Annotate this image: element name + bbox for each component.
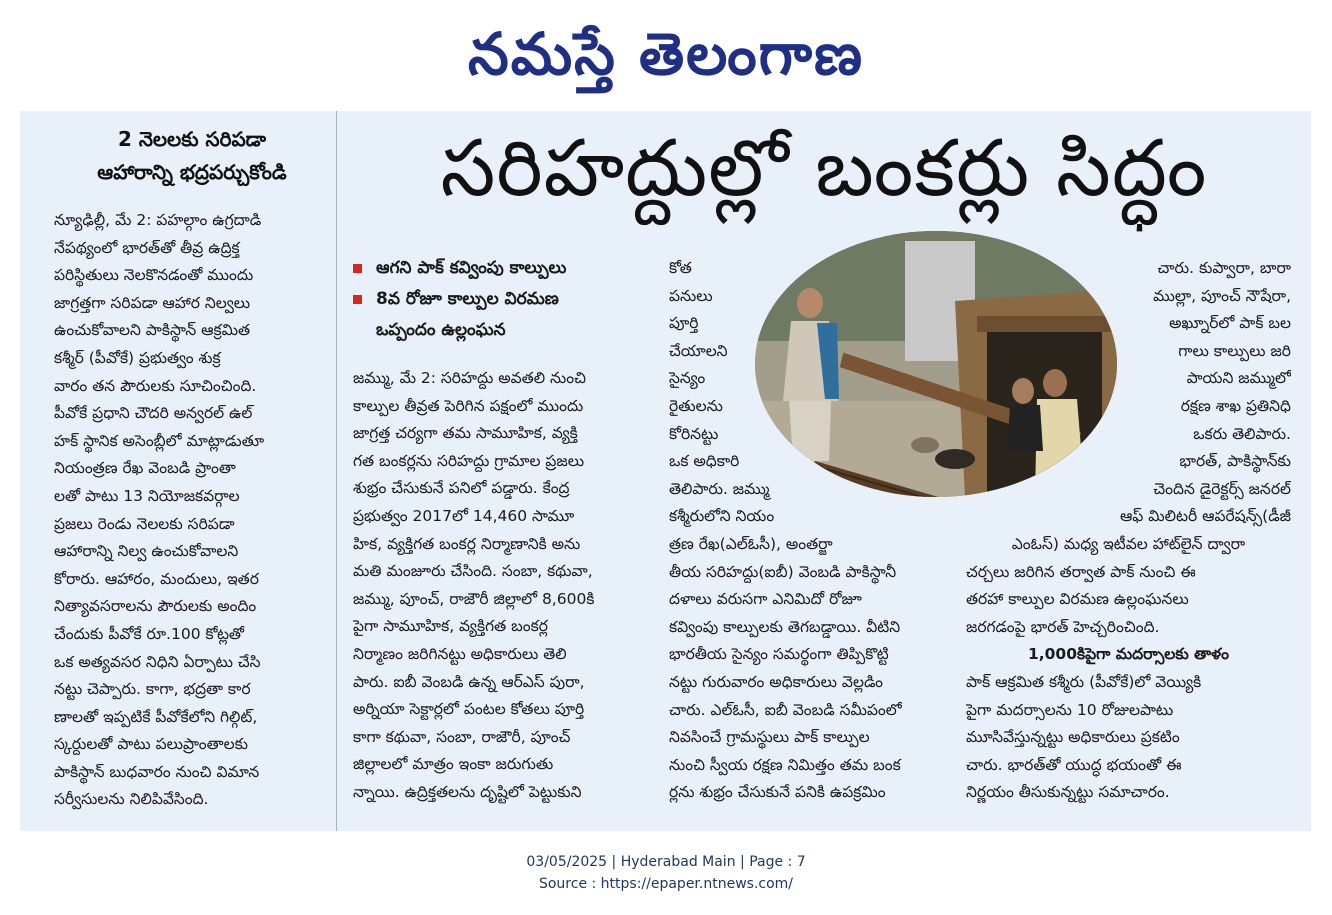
article-line: రైతులను (669, 396, 723, 415)
bullet-square-icon (353, 264, 362, 273)
sidebar-line: పరిస్థితులు నెలకొనడంతో ముందు (54, 266, 254, 285)
sidebar-line: జాగ్రత్తగా సరిపడా ఆహార నిల్వలు (54, 293, 251, 312)
sidebar-line: కశ్మీర్ (పీవోకే) ప్రభుత్వం శుక్ర (54, 348, 221, 367)
sidebar-line: ఒక అత్యవసర నిధిని ఏర్పాటు చేసి (54, 652, 261, 671)
sidebar-headline-line: 2 నెలలకు సరిపడా (117, 127, 267, 151)
article-line: కోరినట్టు (669, 424, 719, 443)
article-line: ఎంఓస్) మధ్య ఇటీవల హాట్‌లైన్ ద్వారా (1011, 534, 1246, 553)
sidebar-line: నిత్యావసరాలను పౌరులకు అందిం (54, 597, 257, 616)
article-line: కాగా కథువా, సంబా, రాజౌరీ, పూంచ్ (353, 727, 571, 746)
article-line: గత బంకర్లను సరిహద్దు గ్రామాల ప్రజలు (353, 451, 585, 470)
article-line: ముల్లా, పూంచ్ నౌషేరా, (1153, 286, 1291, 305)
article-line: సైన్యం (669, 369, 706, 388)
article-line: న్నాయి. ఉద్రిక్తతలను దృష్టిలో పెట్టుకుని (353, 782, 582, 801)
bunker-photo-illustration (755, 231, 1117, 497)
sidebar-line: పీవోకే ప్రధాని చౌదరి అన్వరల్ ఉల్ (54, 404, 253, 423)
article-line: పారు. ఐబీ వెంబడి ఉన్న ఆర్ఎస్ పురా, (353, 672, 585, 691)
article-line: నట్టు గురువారం అధికారులు వెల్లడిం (669, 672, 884, 691)
article-line: అర్నియా సెక్టార్లలో పంటల కోతలు పూర్తి (353, 700, 585, 719)
article-line: పనులు (669, 286, 713, 305)
sidebar-line: ణాలతో ఇప్పటికే పీవోకేలోని గిల్గిట్, (54, 707, 258, 726)
bullet-item (353, 253, 653, 284)
article-line: చారు. భారత్‌తో యుద్ధ భయంతో ఈ (966, 755, 1182, 774)
bullet-text: 8వ రోజూ కాల్పుల విరమణ (376, 289, 559, 309)
article-line: కాల్పుల తీవ్రత పెరిగిన పక్షంలో ముందు (353, 396, 584, 415)
main-headline: సరిహద్దుల్లో బంకర్లు సిద్ధం (440, 123, 1208, 214)
article-line: దళాలు వరుసగా ఎనిమిదో రోజూ (669, 590, 862, 609)
sidebar-line: నట్టు చెప్పారు. కాగా, భద్రతా కార (54, 680, 251, 699)
article-line: పూర్తి (669, 314, 699, 333)
bullet-square-icon (353, 295, 362, 304)
article-line: పైగా మదర్సాలను 10 రోజులపాటు (966, 700, 1174, 719)
article-line: ర్లను శుభ్రం చేసుకునే పనికి ఉపక్రమిం (669, 783, 886, 802)
sidebar-body (54, 207, 334, 814)
article-line: తీయ సరిహద్దు(ఐబీ) వెంబడి పాకిస్థానీ (669, 562, 897, 581)
highlight-bullets (353, 253, 653, 346)
sidebar-line: చేందుకు పీవోకే రూ.100 కోట్లతో (54, 624, 245, 643)
article-line: ప్రభుత్వం 2017లో 14,460 సామూ (353, 506, 575, 525)
article-subheading: 1,000కిపైగా మదర్సాలకు తాళం (1027, 645, 1230, 664)
source-link[interactable]: Source : https://epaper.ntnews.com/ (538, 876, 794, 892)
article-line: మతి మంజూరు చేసింది. సంబా, కథువా, (353, 562, 593, 581)
article-line: ఒక అధికారి (669, 452, 740, 471)
article-line: తెలిపారు. జమ్ము (669, 479, 770, 498)
article-line: చారు. ఎల్ఓసీ, ఐబీ వెంబడి సమీపంలో (669, 700, 902, 719)
bullet-item (353, 284, 653, 315)
article-line: చర్చలు జరిగిన తర్వాత పాక్ నుంచి ఈ (966, 562, 1196, 581)
article-line: కవ్వింపు కాల్పులకు తెగబడ్డాయి. వీటిని (669, 617, 901, 636)
article-line: అఖ్నూర్‌లో పాక్ బల (1169, 314, 1291, 333)
sidebar-line: లతో పాటు 13 నియోజకవర్గాల (54, 486, 240, 505)
sidebar-line: ప్రజలు రెండు నెలలకు సరిపడా (54, 514, 235, 533)
page-footer (0, 851, 1332, 895)
article-line: జిల్లాలలో మాత్రం ఇంకా జరుగుతు (353, 755, 554, 774)
article-line: నిర్మాణం జరిగినట్టు అధికారులు తెలి (353, 644, 567, 663)
article-line: శుభ్రం చేసుకునే పనిలో పడ్డారు. కేంద్ర (353, 479, 570, 498)
article-line: జరగడంపై భారత్ హెచ్చరించింది. (966, 617, 1160, 636)
article-line: త్రణ రేఖ(ఎల్ఓసీ), అంతర్జా (669, 534, 833, 553)
sidebar-line: పాకిస్థాన్ బుధవారం నుంచి విమాన (54, 762, 260, 781)
sidebar-headline (56, 123, 328, 189)
sidebar-line: సర్వీసులను నిలిపివేసింది. (54, 790, 209, 809)
article-line: తరహా కాల్పుల విరమణ ఉల్లంఘనలు (966, 590, 1189, 609)
bullet-text-continued: ఒప్పందం ఉల్లంఘన (376, 320, 506, 340)
sidebar-line: ఆహారాన్ని నిల్వ ఉంచుకోవాలని (54, 542, 239, 561)
article-line: గాలు కాల్పులు జరి (1178, 341, 1291, 360)
article-column-1 (353, 365, 653, 807)
sidebar-line: హక్ స్థానిక అసెంబ్లీలో మాట్లాడుతూ (54, 431, 265, 450)
article-line: మూసివేస్తున్నట్టు అధికారులు ప్రకటిం (966, 728, 1180, 747)
sidebar-line: న్యూఢిల్లీ, మే 2: పహల్గాం ఉగ్రదాడి (54, 211, 262, 229)
article-line: రక్షణ శాఖ ప్రతినిధి (1180, 396, 1291, 415)
sidebar-line: స్కర్దులతో పాటు పలుప్రాంతాలకు (54, 735, 249, 754)
sidebar-line: ఉంచుకోవాలని పాకిస్థాన్ ఆక్రమిత (54, 321, 251, 340)
article-line: ఒకరు తెలిపారు. (1193, 424, 1291, 443)
article-line: కశ్మీరులోని నియం (669, 507, 775, 526)
article-line: పాక్ ఆక్రమిత కశ్మీరు (పీవోకే)లో వెయ్యికి (966, 672, 1202, 691)
article-line: కోత (669, 259, 692, 277)
article-line: చారు. కుప్వారా, బారా (1157, 259, 1291, 277)
sidebar-line: నియంత్రణ రేఖ వెంబడి ప్రాంతా (54, 459, 236, 478)
masthead (0, 0, 1332, 108)
article-line: ఆఫ్ మిలిటరీ ఆపరేషన్స్(డీజీ (1119, 507, 1291, 526)
newspaper-logo: నమస్తే తెలంగాణ (468, 20, 864, 88)
article-line: చెందిన డైరెక్టర్స్ జనరల్ (1153, 479, 1291, 498)
bullet-text: ఆగని పాక్ కవ్వింపు కాల్పులు (376, 258, 567, 278)
article-line: పైగా సామూహిక, వ్యక్తిగత బంకర్ల (353, 617, 548, 636)
article-line: నివసించే గ్రామస్థులు పాక్ కాల్పుల (669, 728, 870, 747)
sidebar-headline-line: ఆహారాన్ని భద్రపర్చుకోండి (97, 160, 287, 184)
sidebar-story (20, 111, 336, 831)
article-line: భారత్, పాకిస్థాన్‌కు (1179, 452, 1291, 471)
article-line: జమ్ము, మే 2: సరిహద్దు అవతలి నుంచి (353, 369, 586, 387)
column-divider (336, 111, 337, 831)
article-line: చేయాలని (669, 341, 728, 360)
news-clipping (20, 111, 1311, 831)
article-line: పాయని జమ్ములో (1186, 369, 1291, 388)
edition-info: 03/05/2025 | Hyderabad Main | Page : 7 (526, 854, 806, 870)
article-line: జాగ్రత్త చర్యగా తమ సామూహిక, వ్యక్తి (353, 424, 578, 443)
news-photo (755, 231, 1117, 497)
article-line: హిక, వ్యక్తిగత బంకర్ల నిర్మాణానికి అను (353, 534, 581, 553)
sidebar-line: వారం తన పౌరులకు సూచించింది. (54, 376, 257, 395)
sidebar-line: కోరారు. ఆహారం, మందులు, ఇతర (54, 569, 259, 588)
article-line: జమ్ము, పూంచ్, రాజౌరీ జిల్లాలో 8,600కి (353, 589, 595, 608)
article-line: నిర్ణయం తీసుకున్నట్టు సమాచారం. (966, 783, 1170, 802)
article-line: భారతీయ సైన్యం సమర్థంగా తిప్పికొట్టి (669, 645, 889, 664)
sidebar-line: నేపథ్యంలో భారత్‌తో తీవ్ర ఉద్రిక్త (54, 238, 240, 257)
article-line: నుంచి స్వీయ రక్షణ నిమిత్తం తమ బంక (669, 755, 901, 774)
